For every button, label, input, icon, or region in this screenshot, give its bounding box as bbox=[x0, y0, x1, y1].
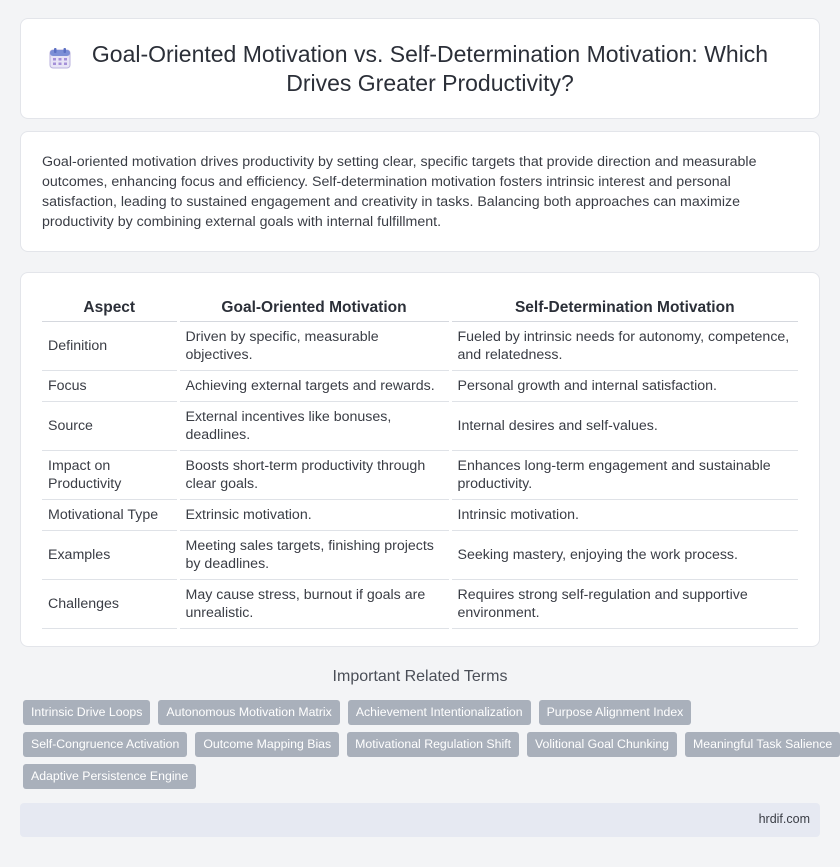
comparison-card bbox=[20, 272, 820, 647]
table-row bbox=[42, 579, 798, 628]
related-tag[interactable]: Self-Congruence Activation bbox=[23, 732, 187, 757]
cell-self: Personal growth and internal satisfaction. bbox=[450, 370, 798, 401]
table-row bbox=[42, 530, 798, 579]
cell-self: Internal desires and self-values. bbox=[450, 401, 798, 450]
cell-goal: Driven by specific, measurable objectives. bbox=[178, 321, 450, 370]
cell-aspect: Challenges bbox=[42, 579, 178, 628]
cell-aspect: Impact on Productivity bbox=[42, 450, 178, 499]
table-header-row bbox=[42, 295, 798, 321]
cell-self: Seeking mastery, enjoying the work process. bbox=[450, 530, 798, 579]
related-tag[interactable]: Purpose Alignment Index bbox=[539, 700, 692, 725]
related-terms-tags bbox=[23, 700, 833, 796]
cell-goal: Boosts short-term productivity through clear goals. bbox=[178, 450, 450, 499]
cell-self: Enhances long-term engagement and sustainable productivity. bbox=[450, 450, 798, 499]
footer bbox=[20, 803, 820, 837]
tag-row bbox=[23, 764, 823, 789]
cell-goal: Achieving external targets and rewards. bbox=[178, 370, 450, 401]
header-aspect: Aspect bbox=[42, 295, 178, 321]
cell-self: Intrinsic motivation. bbox=[450, 499, 798, 530]
related-tag[interactable]: Autonomous Motivation Matrix bbox=[158, 700, 339, 725]
summary-card bbox=[20, 131, 820, 252]
summary-text: Goal-oriented motivation drives productivity by setting clear, specific targets that provide direction and measurable outcomes, enhancing focus and efficiency. Self-determination motivation fosters intrinsic interest and personal satisfaction, leading to sustained engagement and creativity in tasks. Balancing both approaches can maximize productivity by combining external goals with internal fulfillment. bbox=[42, 154, 757, 230]
header-self-determination: Self-Determination Motivation bbox=[450, 295, 798, 321]
cell-goal: Extrinsic motivation. bbox=[178, 499, 450, 530]
cell-goal: External incentives like bonuses, deadlines. bbox=[178, 401, 450, 450]
table-row bbox=[42, 499, 798, 530]
cell-goal: Meeting sales targets, finishing projects by deadlines. bbox=[178, 530, 450, 579]
related-tag[interactable]: Adaptive Persistence Engine bbox=[23, 764, 196, 789]
cell-aspect: Examples bbox=[42, 530, 178, 579]
tag-row bbox=[23, 700, 823, 725]
cell-aspect: Definition bbox=[42, 321, 178, 370]
comparison-table bbox=[42, 295, 798, 629]
footer-site[interactable]: hrdif.com bbox=[758, 812, 810, 826]
cell-aspect: Source bbox=[42, 401, 178, 450]
table-row bbox=[42, 370, 798, 401]
related-tag[interactable]: Meaningful Task Salience bbox=[685, 732, 840, 757]
cell-aspect: Focus bbox=[42, 370, 178, 401]
related-terms-title: Important Related Terms bbox=[332, 668, 508, 685]
cell-goal: May cause stress, burnout if goals are unrealistic. bbox=[178, 579, 450, 628]
related-tag[interactable]: Volitional Goal Chunking bbox=[527, 732, 677, 757]
cell-self: Fueled by intrinsic needs for autonomy, competence, and relatedness. bbox=[450, 321, 798, 370]
table-row bbox=[42, 450, 798, 499]
header-goal-oriented: Goal-Oriented Motivation bbox=[178, 295, 450, 321]
related-tag[interactable]: Achievement Intentionalization bbox=[348, 700, 531, 725]
table-row bbox=[42, 321, 798, 370]
cell-self: Requires strong self-regulation and supportive environment. bbox=[450, 579, 798, 628]
related-tag[interactable]: Motivational Regulation Shift bbox=[347, 732, 519, 757]
related-tag[interactable]: Outcome Mapping Bias bbox=[195, 732, 339, 757]
cell-aspect: Motivational Type bbox=[42, 499, 178, 530]
table-row bbox=[42, 401, 798, 450]
page-title: Goal-Oriented Motivation vs. Self-Determination Motivation: Which Drives Greater Productivity? bbox=[91, 40, 769, 96]
related-tag[interactable]: Intrinsic Drive Loops bbox=[23, 700, 150, 725]
title-card bbox=[20, 18, 820, 119]
tag-row bbox=[23, 732, 833, 757]
